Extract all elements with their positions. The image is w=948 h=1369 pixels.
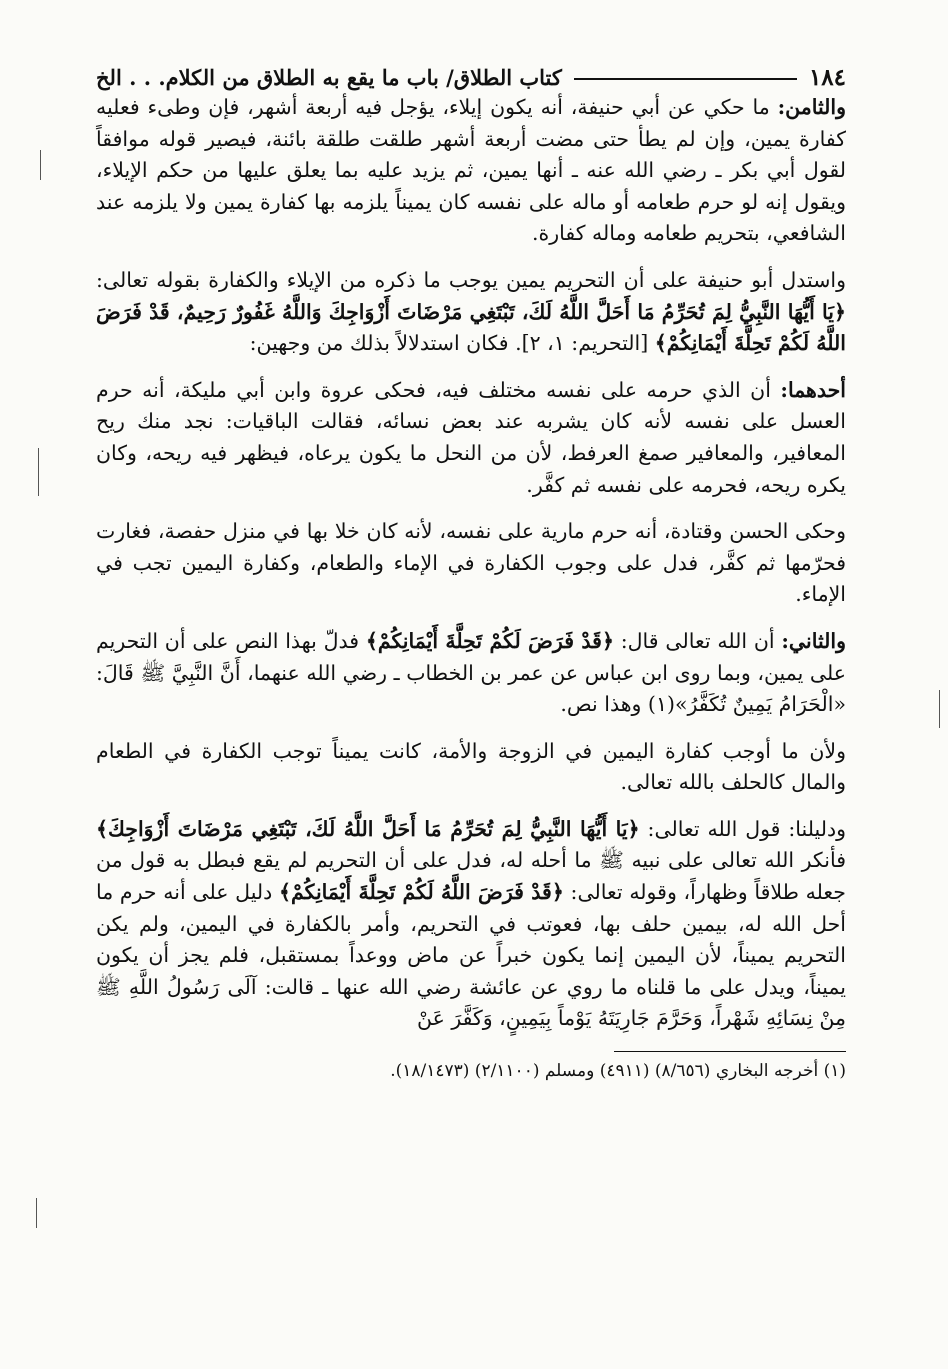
paragraph-text: وحكى الحسن وقتادة، أنه حرم مارية على نفسه، لأنه كان خلا بها في منزل حفصة، فغارت فحرّمها ثم كفَّر، فدل على وجوب الكفارة في الإماء والطعام، وكفارة اليمين تجب في الإماء. — [96, 519, 846, 607]
quran-quote: ﴿قَدْ فَرَضَ لَكُمْ تَحِلَّةَ أَيْمَانِكُمْ﴾ — [365, 628, 614, 653]
paragraph-text: فأنكر الله تعالى على نبيه ﷺ ما أحله له، فدل على أن التحريم لم يقع فبطل به قول من جعله طلاقاً وظهاراً، وقوله تعالى: — [96, 848, 846, 905]
footnote-rule — [614, 1051, 846, 1052]
paragraph — [96, 626, 846, 721]
paragraph — [96, 265, 846, 360]
paragraph-text: ولأن ما أوجب كفارة اليمين في الزوجة والأمة، كانت يميناً توجب الكفارة في الطعام والمال كالحلف بالله تعالى. — [96, 738, 846, 795]
footnote: (١) أخرجه البخاري (٨/٦٥٦) (٤٩١١) ومسلم (٢/١١٠٠) (١٨/١٤٧٣). — [390, 1061, 846, 1082]
paragraph-text: أن الله تعالى قال: — [613, 628, 782, 653]
paragraph-text: دليل على أنه حرم ما أحل الله له، بيمين حلف بها، فعوتب في التحريم، وأمر بالكفارة في اليمين، ولم يكن التحريم يميناً، لأن اليمين إنما يكون خبراً عن ماض ووعداً بمستقبل، فلم يجز أن يكون يميناً، ويدل على ما قلناه ما روي عن عائشة رضي الله عنها ـ قالت: آلَى رَسُولُ اللَّهِ ﷺ مِنْ نِسَائِهِ شَهْراً، وَحَرَّمَ جَارِيَتَهُ يَوْماً بِيَمِينٍ، وَكَفَّرَ عَنْ — [96, 880, 846, 1031]
paragraph-text: [التحريم: ١، ٢]. فكان استدلالاً بذلك من وجهين: — [249, 331, 655, 356]
paragraph — [96, 736, 846, 799]
paragraph — [96, 814, 846, 1035]
paragraph-text: ودليلنا: قول الله تعالى: — [639, 816, 846, 841]
paragraph-text: أن الذي حرمه على نفسه مختلف فيه، فحكى عروة وابن أبي مليكة، أنه حرم العسل على نفسه لأنه كان يشربه عند بعض نسائه، فقالت الباقيات: نجد منك ريح المعافير، والمعافير صمغ العرفط، لأن من النحل ما يكون يرعاه، فيظهر فيه ريحه، وكان يكره ريحه، فحرمه على نفسه ثم كفَّر. — [96, 377, 846, 497]
page-number: ١٨٤ — [808, 63, 846, 91]
margin-mark — [36, 1198, 37, 1228]
paragraph-lead: أحدهما: — [780, 377, 846, 402]
paragraph — [96, 375, 846, 501]
paragraph-lead: والثاني: — [781, 628, 846, 653]
running-title: كتاب الطلاق/ باب ما يقع به الطلاق من الكلام. . . الخ — [96, 64, 562, 90]
paragraph-lead: والثامن: — [777, 95, 846, 119]
quran-quote: ﴿قَدْ فَرَضَ اللَّهُ لَكُمْ تَحِلَّةَ أَيْمَانِكُمْ﴾ — [278, 880, 564, 905]
margin-mark — [40, 150, 41, 180]
page — [96, 62, 846, 1084]
running-header — [96, 62, 846, 92]
header-rule — [574, 78, 797, 80]
paragraph — [96, 92, 846, 250]
margin-mark — [939, 690, 940, 728]
paragraph-text: ما حكي عن أبي حنيفة، أنه يكون إيلاء، يؤجل فيه أربعة أشهر، فإن وطىء فعليه كفارة يمين، وإن لم يطأ حتى مضت أربعة أشهر طلقت طلقة بائنة، فيصير قوله موافقاً لقول أبي بكر ـ رضي الله عنه ـ أنها يمين، ثم يزيد عليه بما يعلق عليها من حكم الإيلاء، ويقول إنه لو حرم طعامه أو ماله على نفسه كان يميناً يلزمه بها كفارة يمين ولا يلزمه عند الشافعي، بتحريم طعامه وماله كفارة. — [96, 95, 846, 246]
margin-mark — [38, 448, 39, 496]
quran-quote: ﴿يَا أَيُّهَا النَّبِيُّ لِمَ تُحَرِّمُ مَا أَحَلَّ اللَّهُ لَكَ، تَبْتَغِي مَرْضَاتَ أَزْوَاجِكَ وَاللَّهُ غَفُورٌ رَحِيمٌ، قَدْ فَرَضَ اللَّهُ لَكُمْ تَحِلَّةَ أَيْمَانِكُمْ﴾ — [96, 299, 846, 356]
quran-quote: ﴿يَا أَيُّهَا النَّبِيُّ لِمَ تُحَرِّمُ مَا أَحَلَّ اللَّهُ لَكَ، تَبْتَغِي مَرْضَاتَ أَزْوَاجِكَ﴾ — [96, 816, 640, 841]
paragraph-text: فدلّ بهذا النص على أن التحريم على يمين، وبما روى ابن عباس عن عمر بن الخطاب ـ رضي الله عنهما، أَنَّ النَّبِيَّ ﷺ قَالَ: «الْحَرَامُ يَمِينٌ تُكَفَّرُ»(١) وهذا نص. — [96, 628, 846, 717]
paragraph-text: واستدل أبو حنيفة على أن التحريم يمين يوجب ما ذكره من الإيلاء والكفارة بقوله تعالى: — [96, 267, 846, 292]
paragraph — [96, 516, 846, 611]
